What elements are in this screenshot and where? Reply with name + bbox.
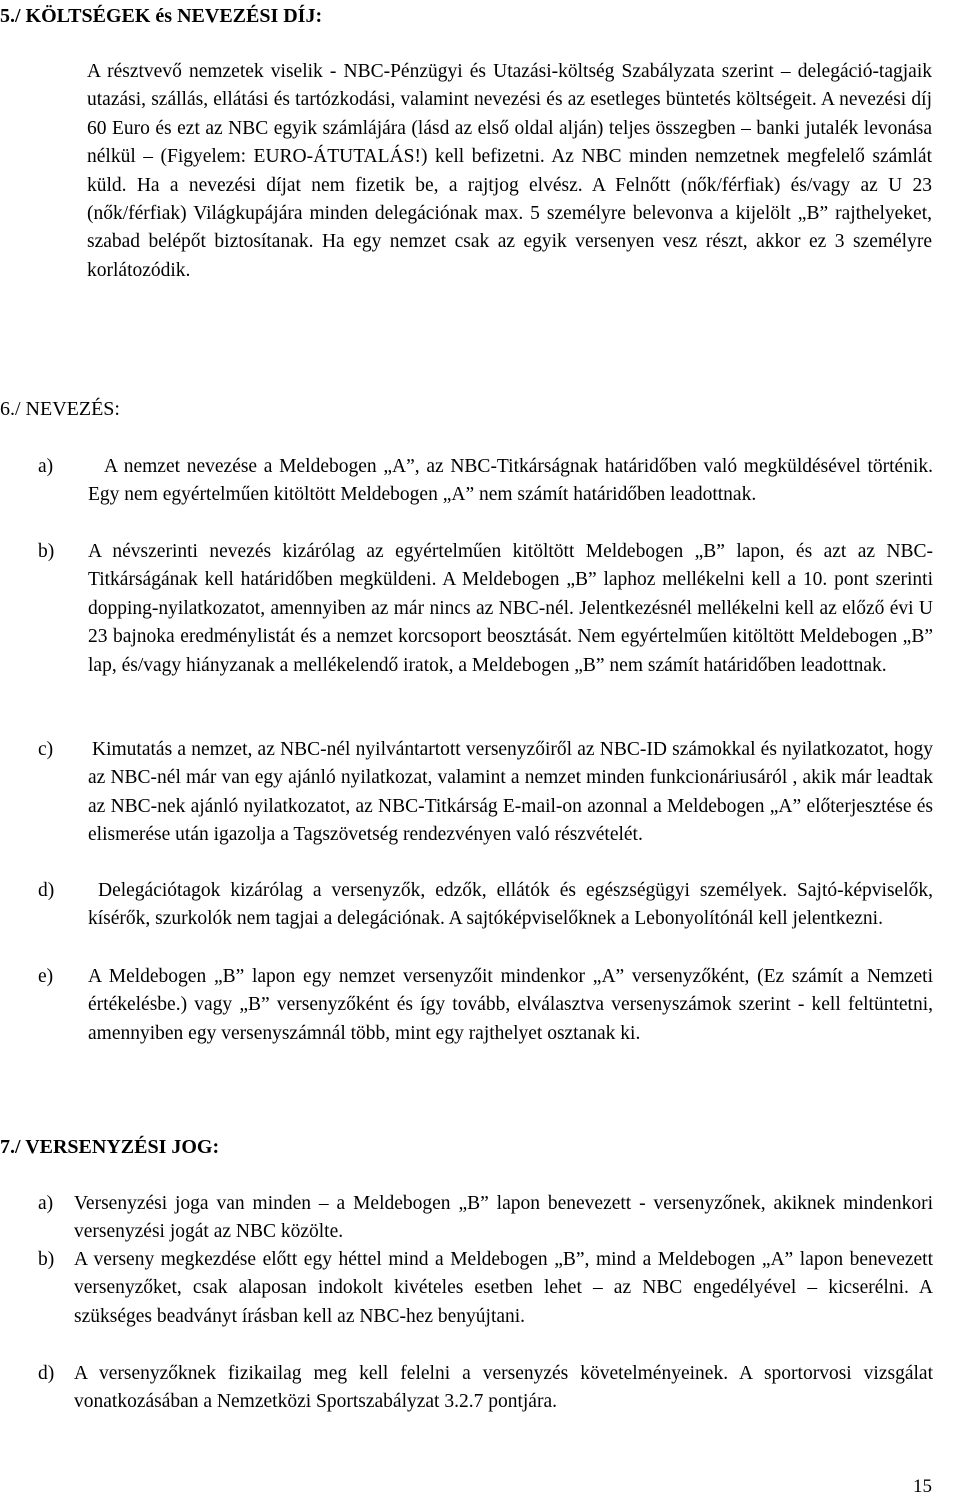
item-text: A névszerinti nevezés kizárólag az egyértelműen kitöltött Meldebogen „B” lapon, és azt az NBC-Titkárságának kell határidőben megküldeni. A Meldebogen „B” laphoz mellékelni kell a 10. pont szerinti dopping-nyilatkozatot, amennyiben az már nincs az NBC-nél. Jelentkezésnél mellékelni kell az előző évi U 23 bajnoka eredménylistát és a nemzet korcsoport beosztását. Nem egyértelműen kitöltött Meldebogen „B” lap, és/vagy hiányzanak a mellékelendő iratok, a Meldebogen „B” nem számít határidőben leadottnak. — [88, 541, 933, 676]
item-text: Versenyzési joga van minden – a Meldebogen „B” lapon benevezett - versenyzőnek, akiknek mindenkori versenyzési jogát az NBC közölte. — [74, 1193, 933, 1243]
item-label: d) — [38, 1363, 55, 1384]
item-text: A nemzet nevezése a Meldebogen „A”, az NBC-Titkárságnak határidőben való megküldésével történik. Egy nem egyértelműen kitöltött Meldebogen „A” nem számít határidőben leadottnak. — [88, 456, 933, 506]
section-6-title: 6./ NEVEZÉS: — [0, 398, 120, 420]
item-text: A versenyzőknek fizikailag meg kell felelni a versenyzés követelményeinek. A sportorvosi vizsgálat vonatkozásában a Nemzetközi Sportszabályzat 3.2.7 pontjára. — [74, 1363, 933, 1413]
item-text: Delegációtagok kizárólag a versenyzők, edzők, ellátók és egészségügyi személyek. Sajtó-képviselők, kísérők, szurkolók nem tagjai a delegációnak. A sajtóképviselőknek a Lebonyolítónál kell jelentkezni. — [88, 880, 933, 930]
section-5-paragraph: A résztvevő nemzetek viselik - NBC-Pénzügyi és Utazási-költség Szabályzata szerint – delegáció-tagjaik utazási, szállás, ellátási és tartózkodási, valamint nevezési és az esetleges büntetés költségeit. A nevezési díj 60 Euro és ezt az NBC egyik számlájára (lásd az első oldal alján) teljes összegben – banki jutalék levonása nélkül – (Figyelem: EURO-ÁTUTALÁS!) kell befizetni. Az NBC minden nemzetnek megfelelő számlát küld. Ha a nevezési díjat nem fizetik be, a rajtjog elvész. A Felnőtt (nők/férfiak) és/vagy az U 23 (nők/férfiak) Világkupájára minden delegációnak max. 5 személyre belevonva a kijelölt „B” rajthelyeket, szabad belépőt biztosítanak. Ha egy nemzet csak az egyik versenyen vesz részt, akkor ez 3 személyre korlátozódik. — [87, 61, 932, 281]
item-label: c) — [38, 739, 54, 760]
item-text: A Meldebogen „B” lapon egy nemzet versenyzőit mindenkor „A” versenyzőként, (Ez számít a Nemzeti értékelésbe.) vagy „B” versenyzőként és így tovább, elválasztva versenyszámok szerint - kell feltüntetni, amennyiben egy versenyszámnál több, mint egy rajthelyet osztanak ki. — [88, 966, 933, 1044]
item-label: d) — [38, 880, 55, 901]
section-5-title: 5./ KÖLTSÉGEK és NEVEZÉSI DÍJ: — [0, 5, 323, 27]
item-text: A verseny megkezdése előtt egy héttel mind a Meldebogen „B”, mind a Meldebogen „A” lapon benevezett versenyzőket, csak alaposan indokolt kivételes esetben lehet – az NBC engedélyével – kicserélni. A szükséges beadványt írásban kell az NBC-hez benyújtani. — [74, 1249, 933, 1327]
section-7-title: 7./ VERSENYZÉSI JOG: — [0, 1136, 220, 1158]
item-label: b) — [38, 541, 55, 562]
item-text: Kimutatás a nemzet, az NBC-nél nyilvántartott versenyzőiről az NBC-ID számokkal és nyilatkozatot, hogy az NBC-nél már van egy ajánló nyilatkozat, valamint a nemzet minden funkcionáriusáról , akik már leadtak az NBC-nek ajánló nyilatkozatot, az NBC-Titkárság E-mail-on azonnal a Meldebogen „A” előterjesztése és elismerése után igazolja a Tagszövetség rendezvényen való részvételét. — [88, 739, 933, 846]
item-label: a) — [38, 1193, 54, 1214]
item-label: e) — [38, 966, 54, 987]
item-label: b) — [38, 1249, 55, 1270]
item-label: a) — [38, 456, 54, 477]
page-number: 15 — [913, 1476, 932, 1497]
